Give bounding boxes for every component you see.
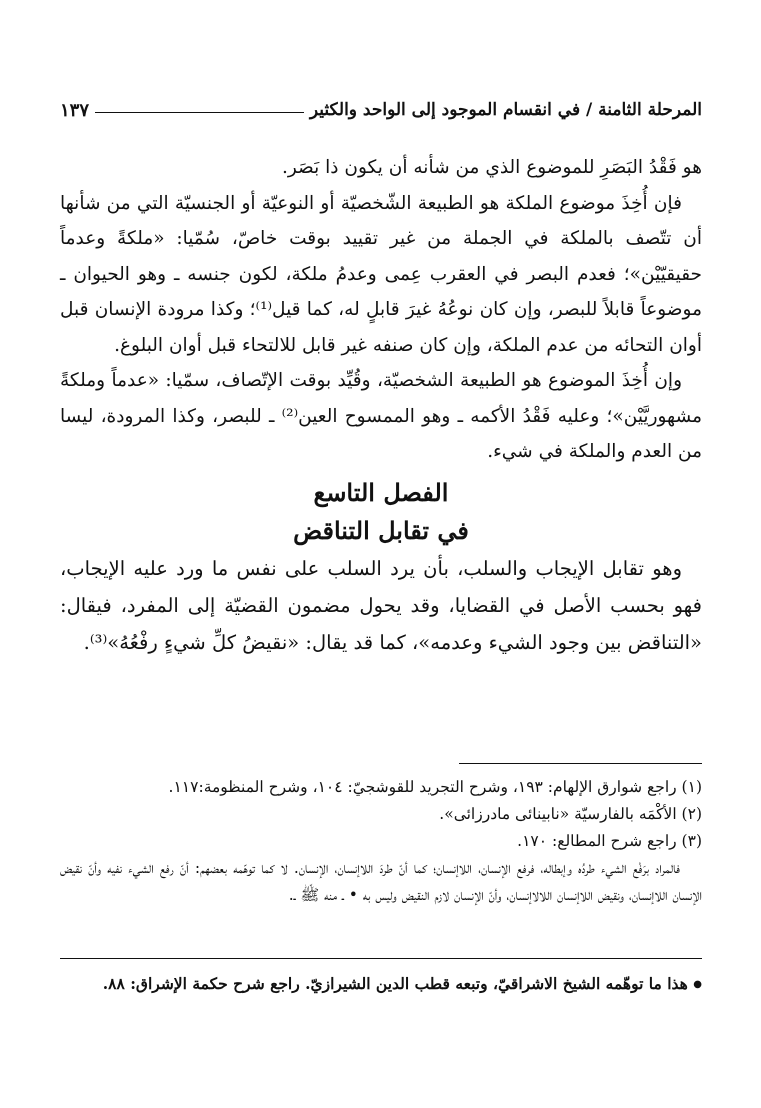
- paragraph: هو فَقْدُ البَصَرِ للموضوع الذي من شأنه أن يكون ذا بَصَر.: [281, 157, 702, 178]
- footnote: (١) راجع شوارق الإلهام: ١٩٣، وشرح التجريد للقوشجيّ: ١٠٤، وشرح المنظومة:١١٧.: [168, 778, 702, 796]
- lead-paragraph: وهو تقابل الإيجاب والسلب، بأن يرد السلب على نفس ما ورد عليه الإيجاب، فهو بحسب الأصل في القضايا، وقد يحول مضمون القضيّة إلى المفرد، فيقال: «التناقض بين وجود الشيء وعدمه»، كما قد يقال: «نقيضُ كلِّ شيءٍ رفْعُهُ»⁽³⁾.: [60, 556, 702, 654]
- running-header: [60, 95, 702, 125]
- footnotes: [60, 774, 702, 909]
- footnote: (٢) الأكْمَه بالفارسيّة «نابينائى مادرزائى».: [439, 805, 702, 823]
- paragraph: وإن أُخِذَ الموضوع هو الطبيعة الشخصيّة، وقُيِّد بوقت الإتّصاف، سمّيا: «عدماً وملكةً مشهوريَّيْن»؛ وعليه فَقْدُ الأكمه ـ وهو الممسوح العين⁽²⁾ ـ للبصر، وكذا المرودة، ليسا من العدم والملكة في شيء.: [60, 370, 702, 462]
- editor-note-text: هذا ما توهّمه الشيخ الاشراقيّ، وتبعه قطب الدين الشيرازيّ. راجع شرح حكمة الإشراق: ٨٨.: [102, 974, 688, 993]
- note-separator: [60, 958, 702, 959]
- running-title: المرحلة الثامنة / في انقسام الموجود إلى الواحد والكثير: [309, 100, 702, 120]
- section-title: في تقابل التناقض: [293, 515, 469, 545]
- book-page: [60, 0, 702, 1108]
- page-number: ١٣٧: [60, 99, 90, 121]
- footnote: (٣) راجع شرح المطالع: ١٧٠.: [517, 832, 702, 850]
- paragraph: فإن أُخِذَ موضوع الملكة هو الطبيعة الشّخصيّة أو النوعيّة أو الجنسيّة التي من شأنها أن تتّصف بالملكة في الجملة من غير تقييد بوقت خاصّ، سُمّيا: «ملكةً وعدماً حقيقيّيْن»؛ فعدم البصر في العقرب عِمى وعدمُ ملكة، لكون جنسه ـ وهو الحيوان ـ موضوعاً قابلاً للبصر، وإن كان نوعُهُ غيرَ قابلٍ له، كما قيل⁽¹⁾؛ وكذا مرودة الإنسان قبل أوان التحائه من عدم الملكة، وإن كان صنفه غير قابل للالتحاء قبل أوان البلوغ.: [60, 192, 702, 356]
- footnote-separator: [459, 763, 702, 764]
- header-rule: [95, 112, 304, 113]
- main-text: [60, 150, 702, 661]
- editor-note: [60, 968, 702, 1001]
- chapter-title: الفصل التاسع: [313, 477, 449, 507]
- bullet-icon: ●: [693, 979, 702, 990]
- footnote-gloss: فالمراد برَفْع الشيء طردُه وإبطاله، فرفع الإنسان، اللاإنسان؛ كما أنّ طردَ اللاإنسان، الإنسان. لا كما توهّمه بعضهم: أنّ رفع الشيء نفيه وأنّ نقيض الإنسان اللاإنسان، ونقيض اللاإنسان اللالاإنسان، وأنّ الإنسان لازم النقيض وليس به • ـ منه ﷺ ـ.: [60, 859, 702, 904]
